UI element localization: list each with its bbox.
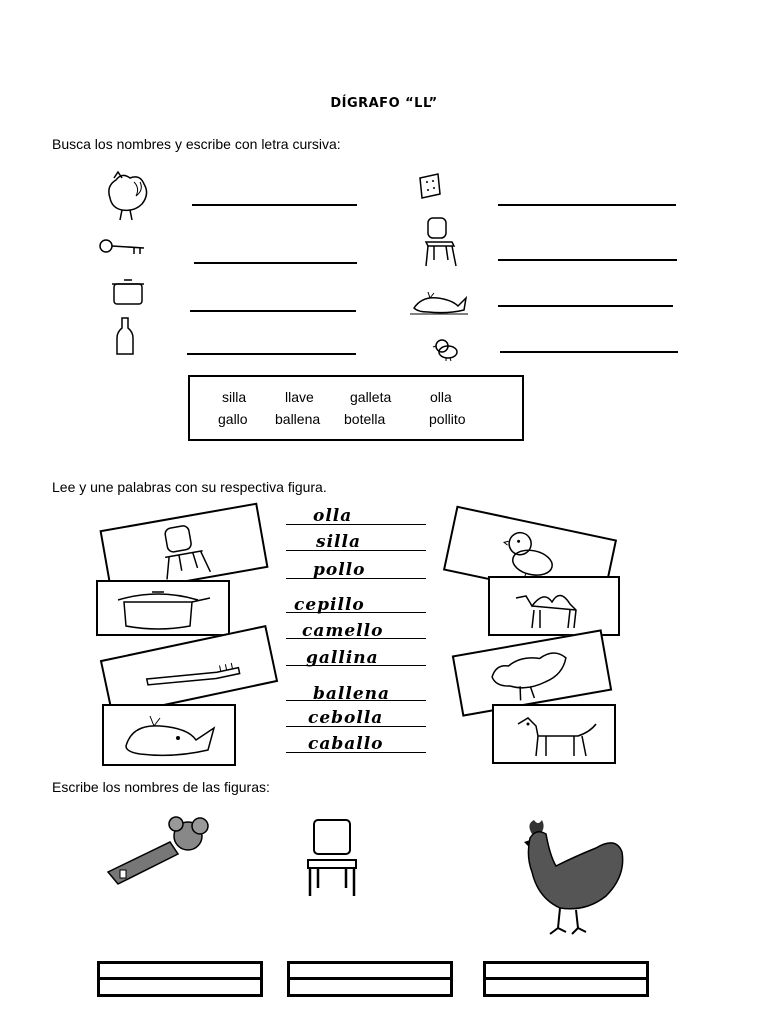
write-line[interactable] — [498, 204, 676, 206]
rooster-icon — [100, 168, 152, 222]
page-title: DÍGRAFO “LL” — [330, 96, 438, 111]
whale-icon — [408, 290, 470, 316]
bank-word: gallo — [218, 411, 248, 427]
cursive-word: olla — [313, 506, 353, 526]
bank-word: galleta — [350, 389, 392, 405]
chair-figure — [304, 816, 362, 900]
cursive-word: cebolla — [308, 708, 384, 728]
answer-box[interactable] — [287, 961, 453, 997]
horse-card[interactable] — [492, 704, 616, 764]
section3-instruction: Escribe los nombres de las figuras: — [52, 779, 270, 795]
section1-instruction: Busca los nombres y escribe con letra cursiva: — [52, 136, 341, 152]
chair-icon — [420, 216, 464, 268]
pot-card[interactable] — [96, 580, 230, 636]
cookie-icon — [416, 172, 442, 200]
pot-icon — [98, 582, 232, 638]
cursive-word: pollo — [313, 560, 366, 580]
write-line[interactable] — [498, 259, 677, 261]
pot-icon — [110, 276, 146, 308]
write-line[interactable] — [190, 310, 356, 312]
key-figure — [104, 814, 214, 888]
hen-figure — [516, 816, 628, 936]
bank-word: silla — [222, 389, 247, 405]
cursive-word: camello — [302, 621, 384, 641]
bank-word: ballena — [275, 411, 321, 427]
cursive-word: cepillo — [294, 595, 365, 615]
cursive-word: gallina — [306, 648, 379, 668]
write-line[interactable] — [500, 351, 678, 353]
write-line[interactable] — [192, 204, 357, 206]
whale-card[interactable] — [102, 704, 236, 766]
cursive-word: caballo — [308, 734, 384, 754]
camel-icon — [490, 578, 622, 638]
section2-instruction: Lee y une palabras con su respectiva figura. — [52, 479, 327, 495]
chick-icon — [432, 336, 460, 362]
horse-icon — [494, 706, 618, 766]
bottle-icon — [114, 316, 136, 358]
bank-word: llave — [285, 389, 314, 405]
whale-icon — [104, 706, 238, 768]
cursive-word: silla — [316, 532, 361, 552]
camel-card[interactable] — [488, 576, 620, 636]
bank-word: pollito — [429, 411, 466, 427]
bank-word: olla — [430, 389, 452, 405]
word-bank — [188, 375, 524, 441]
write-line[interactable] — [498, 305, 673, 307]
cursive-word: ballena — [313, 684, 391, 704]
key-icon — [98, 236, 148, 258]
write-line[interactable] — [194, 262, 357, 264]
write-line[interactable] — [187, 353, 356, 355]
answer-box[interactable] — [97, 961, 263, 997]
bank-word: botella — [344, 411, 386, 427]
answer-box[interactable] — [483, 961, 649, 997]
